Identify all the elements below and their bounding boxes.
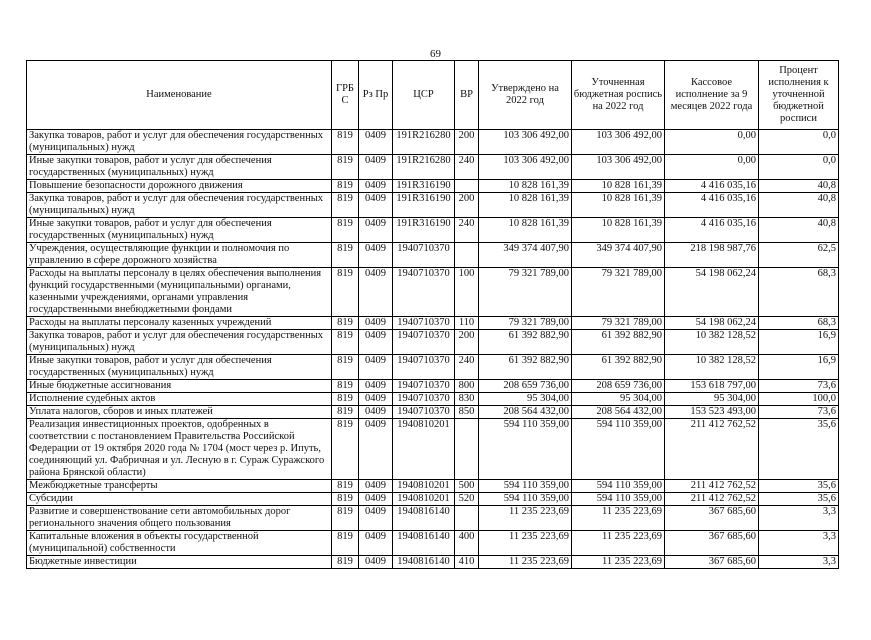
header-approved: Утверждено на 2022 год bbox=[479, 61, 572, 130]
table-row bbox=[27, 556, 839, 569]
row-approved: 103 306 492,00 bbox=[479, 155, 572, 180]
row-csr: 1940710370 bbox=[393, 330, 455, 355]
header-grbs: ГРБС bbox=[332, 61, 359, 130]
row-csr: 1940710370 bbox=[393, 317, 455, 330]
row-refined: 79 321 789,00 bbox=[572, 317, 665, 330]
row-rzpr: 0409 bbox=[359, 480, 393, 493]
row-percent: 40,8 bbox=[759, 218, 839, 243]
row-vr: 240 bbox=[455, 155, 479, 180]
row-grbs: 819 bbox=[332, 556, 359, 569]
row-percent: 3,3 bbox=[759, 506, 839, 531]
row-approved: 61 392 882,90 bbox=[479, 355, 572, 380]
row-approved: 594 110 359,00 bbox=[479, 493, 572, 506]
table-row bbox=[27, 218, 839, 243]
row-refined: 594 110 359,00 bbox=[572, 480, 665, 493]
row-percent: 0,0 bbox=[759, 130, 839, 155]
row-percent: 40,8 bbox=[759, 193, 839, 218]
row-cash: 54 198 062,24 bbox=[665, 317, 759, 330]
row-rzpr: 0409 bbox=[359, 180, 393, 193]
row-name: Расходы на выплаты персоналу казенных учреждений bbox=[27, 317, 332, 330]
row-rzpr: 0409 bbox=[359, 556, 393, 569]
row-percent: 100,0 bbox=[759, 393, 839, 406]
row-percent: 3,3 bbox=[759, 556, 839, 569]
row-grbs: 819 bbox=[332, 380, 359, 393]
row-csr: 1940710370 bbox=[393, 380, 455, 393]
row-name: Исполнение судебных актов bbox=[27, 393, 332, 406]
table-row bbox=[27, 419, 839, 480]
row-percent: 3,3 bbox=[759, 531, 839, 556]
row-csr: 1940810201 bbox=[393, 493, 455, 506]
row-percent: 40,8 bbox=[759, 180, 839, 193]
budget-table bbox=[26, 60, 839, 569]
row-grbs: 819 bbox=[332, 355, 359, 380]
row-approved: 103 306 492,00 bbox=[479, 130, 572, 155]
row-rzpr: 0409 bbox=[359, 419, 393, 480]
table-row bbox=[27, 393, 839, 406]
row-grbs: 819 bbox=[332, 155, 359, 180]
row-grbs: 819 bbox=[332, 419, 359, 480]
row-csr: 191R316190 bbox=[393, 180, 455, 193]
row-refined: 208 564 432,00 bbox=[572, 406, 665, 419]
row-vr bbox=[455, 506, 479, 531]
row-percent: 35,6 bbox=[759, 493, 839, 506]
row-vr: 100 bbox=[455, 268, 479, 317]
table-row bbox=[27, 506, 839, 531]
row-name: Учреждения, осуществляющие функции и полномочия по управлению в сфере дорожного хозяйства bbox=[27, 243, 332, 268]
table-row bbox=[27, 180, 839, 193]
row-grbs: 819 bbox=[332, 180, 359, 193]
row-approved: 79 321 789,00 bbox=[479, 268, 572, 317]
row-name: Капитальные вложения в объекты государственной (муниципальной) собственности bbox=[27, 531, 332, 556]
row-percent: 35,6 bbox=[759, 480, 839, 493]
table-row bbox=[27, 243, 839, 268]
row-csr: 1940710370 bbox=[393, 355, 455, 380]
row-cash: 153 618 797,00 bbox=[665, 380, 759, 393]
row-grbs: 819 bbox=[332, 268, 359, 317]
row-grbs: 819 bbox=[332, 130, 359, 155]
header-refined: Уточненная бюджетная роспись на 2022 год bbox=[572, 61, 665, 130]
row-rzpr: 0409 bbox=[359, 330, 393, 355]
table-row bbox=[27, 268, 839, 317]
row-cash: 4 416 035,16 bbox=[665, 218, 759, 243]
table-row bbox=[27, 193, 839, 218]
row-percent: 16,9 bbox=[759, 330, 839, 355]
row-cash: 367 685,60 bbox=[665, 506, 759, 531]
row-rzpr: 0409 bbox=[359, 393, 393, 406]
table-row bbox=[27, 355, 839, 380]
row-grbs: 819 bbox=[332, 218, 359, 243]
row-refined: 103 306 492,00 bbox=[572, 130, 665, 155]
row-grbs: 819 bbox=[332, 506, 359, 531]
row-grbs: 819 bbox=[332, 406, 359, 419]
row-approved: 11 235 223,69 bbox=[479, 506, 572, 531]
row-csr: 1940710370 bbox=[393, 393, 455, 406]
row-refined: 95 304,00 bbox=[572, 393, 665, 406]
row-refined: 10 828 161,39 bbox=[572, 180, 665, 193]
row-csr: 1940710370 bbox=[393, 406, 455, 419]
table-row bbox=[27, 406, 839, 419]
row-vr bbox=[455, 180, 479, 193]
table-row bbox=[27, 155, 839, 180]
row-name: Иные бюджетные ассигнования bbox=[27, 380, 332, 393]
row-rzpr: 0409 bbox=[359, 155, 393, 180]
row-vr: 800 bbox=[455, 380, 479, 393]
row-csr: 191R316190 bbox=[393, 218, 455, 243]
row-cash: 211 412 762,52 bbox=[665, 419, 759, 480]
row-csr: 191R216280 bbox=[393, 155, 455, 180]
row-vr: 410 bbox=[455, 556, 479, 569]
row-csr: 1940810201 bbox=[393, 480, 455, 493]
row-approved: 208 659 736,00 bbox=[479, 380, 572, 393]
row-approved: 11 235 223,69 bbox=[479, 531, 572, 556]
row-rzpr: 0409 bbox=[359, 531, 393, 556]
row-csr: 191R216280 bbox=[393, 130, 455, 155]
row-vr: 200 bbox=[455, 330, 479, 355]
table-row bbox=[27, 317, 839, 330]
row-rzpr: 0409 bbox=[359, 193, 393, 218]
row-percent: 73,6 bbox=[759, 380, 839, 393]
row-approved: 95 304,00 bbox=[479, 393, 572, 406]
row-name: Закупка товаров, работ и услуг для обеспечения государственных (муниципальных) нужд bbox=[27, 193, 332, 218]
row-refined: 103 306 492,00 bbox=[572, 155, 665, 180]
row-refined: 79 321 789,00 bbox=[572, 268, 665, 317]
row-vr: 500 bbox=[455, 480, 479, 493]
row-name: Развитие и совершенствование сети автомобильных дорог регионального значения общего пользования bbox=[27, 506, 332, 531]
row-name: Закупка товаров, работ и услуг для обеспечения государственных (муниципальных) нужд bbox=[27, 130, 332, 155]
row-csr: 1940816140 bbox=[393, 556, 455, 569]
row-name: Бюджетные инвестиции bbox=[27, 556, 332, 569]
row-vr: 200 bbox=[455, 193, 479, 218]
row-vr bbox=[455, 243, 479, 268]
row-csr: 1940810201 bbox=[393, 419, 455, 480]
table-row bbox=[27, 380, 839, 393]
row-rzpr: 0409 bbox=[359, 506, 393, 531]
row-vr: 850 bbox=[455, 406, 479, 419]
row-rzpr: 0409 bbox=[359, 380, 393, 393]
row-approved: 594 110 359,00 bbox=[479, 480, 572, 493]
row-refined: 61 392 882,90 bbox=[572, 355, 665, 380]
row-rzpr: 0409 bbox=[359, 268, 393, 317]
row-csr: 1940816140 bbox=[393, 531, 455, 556]
row-cash: 54 198 062,24 bbox=[665, 268, 759, 317]
row-csr: 1940710370 bbox=[393, 268, 455, 317]
row-cash: 0,00 bbox=[665, 130, 759, 155]
row-rzpr: 0409 bbox=[359, 243, 393, 268]
row-percent: 68,3 bbox=[759, 317, 839, 330]
row-cash: 10 382 128,52 bbox=[665, 330, 759, 355]
row-grbs: 819 bbox=[332, 531, 359, 556]
row-cash: 218 198 987,76 bbox=[665, 243, 759, 268]
row-vr: 240 bbox=[455, 218, 479, 243]
row-rzpr: 0409 bbox=[359, 130, 393, 155]
row-refined: 11 235 223,69 bbox=[572, 531, 665, 556]
row-name: Закупка товаров, работ и услуг для обеспечения государственных (муниципальных) нужд bbox=[27, 330, 332, 355]
table-row bbox=[27, 130, 839, 155]
row-grbs: 819 bbox=[332, 193, 359, 218]
row-cash: 0,00 bbox=[665, 155, 759, 180]
row-vr: 830 bbox=[455, 393, 479, 406]
row-refined: 349 374 407,90 bbox=[572, 243, 665, 268]
row-rzpr: 0409 bbox=[359, 355, 393, 380]
row-name: Уплата налогов, сборов и иных платежей bbox=[27, 406, 332, 419]
header-rzpr: Рз Пр bbox=[359, 61, 393, 130]
row-percent: 68,3 bbox=[759, 268, 839, 317]
row-grbs: 819 bbox=[332, 243, 359, 268]
row-name: Иные закупки товаров, работ и услуг для обеспечения государственных (муниципальных) нужд bbox=[27, 355, 332, 380]
row-grbs: 819 bbox=[332, 480, 359, 493]
row-rzpr: 0409 bbox=[359, 218, 393, 243]
row-cash: 95 304,00 bbox=[665, 393, 759, 406]
row-cash: 4 416 035,16 bbox=[665, 180, 759, 193]
row-rzpr: 0409 bbox=[359, 317, 393, 330]
row-refined: 11 235 223,69 bbox=[572, 506, 665, 531]
row-name: Субсидии bbox=[27, 493, 332, 506]
row-approved: 10 828 161,39 bbox=[479, 218, 572, 243]
row-refined: 11 235 223,69 bbox=[572, 556, 665, 569]
row-csr: 1940816140 bbox=[393, 506, 455, 531]
row-rzpr: 0409 bbox=[359, 406, 393, 419]
header-percent: Процент исполнения к уточненной бюджетной росписи bbox=[759, 61, 839, 130]
row-approved: 594 110 359,00 bbox=[479, 419, 572, 480]
row-vr bbox=[455, 419, 479, 480]
row-approved: 10 828 161,39 bbox=[479, 193, 572, 218]
row-grbs: 819 bbox=[332, 393, 359, 406]
row-refined: 594 110 359,00 bbox=[572, 493, 665, 506]
row-percent: 62,5 bbox=[759, 243, 839, 268]
row-vr: 400 bbox=[455, 531, 479, 556]
row-cash: 367 685,60 bbox=[665, 556, 759, 569]
table-row bbox=[27, 531, 839, 556]
row-rzpr: 0409 bbox=[359, 493, 393, 506]
header-csr: ЦСР bbox=[393, 61, 455, 130]
row-vr: 110 bbox=[455, 317, 479, 330]
row-grbs: 819 bbox=[332, 317, 359, 330]
row-grbs: 819 bbox=[332, 330, 359, 355]
row-approved: 10 828 161,39 bbox=[479, 180, 572, 193]
header-name: Наименование bbox=[27, 61, 332, 130]
row-approved: 208 564 432,00 bbox=[479, 406, 572, 419]
row-name: Повышение безопасности дорожного движения bbox=[27, 180, 332, 193]
row-cash: 211 412 762,52 bbox=[665, 480, 759, 493]
header-vr: ВР bbox=[455, 61, 479, 130]
page-number: 69 bbox=[430, 48, 441, 60]
row-refined: 594 110 359,00 bbox=[572, 419, 665, 480]
row-name: Иные закупки товаров, работ и услуг для обеспечения государственных (муниципальных) нужд bbox=[27, 155, 332, 180]
table-row bbox=[27, 330, 839, 355]
header-row bbox=[27, 61, 839, 130]
row-vr: 200 bbox=[455, 130, 479, 155]
table-row bbox=[27, 480, 839, 493]
row-name: Иные закупки товаров, работ и услуг для обеспечения государственных (муниципальных) нужд bbox=[27, 218, 332, 243]
row-refined: 61 392 882,90 bbox=[572, 330, 665, 355]
row-name: Межбюджетные трансферты bbox=[27, 480, 332, 493]
row-cash: 4 416 035,16 bbox=[665, 193, 759, 218]
row-percent: 16,9 bbox=[759, 355, 839, 380]
table-row bbox=[27, 493, 839, 506]
row-cash: 367 685,60 bbox=[665, 531, 759, 556]
row-cash: 211 412 762,52 bbox=[665, 493, 759, 506]
row-name: Расходы на выплаты персоналу в целях обеспечения выполнения функций государственными (муниципальными) органами, казенными учреждениями, органами управления государственными внебюджетными фондами bbox=[27, 268, 332, 317]
row-refined: 10 828 161,39 bbox=[572, 218, 665, 243]
row-percent: 35,6 bbox=[759, 419, 839, 480]
row-csr: 1940710370 bbox=[393, 243, 455, 268]
row-percent: 0,0 bbox=[759, 155, 839, 180]
row-approved: 61 392 882,90 bbox=[479, 330, 572, 355]
row-refined: 10 828 161,39 bbox=[572, 193, 665, 218]
row-approved: 79 321 789,00 bbox=[479, 317, 572, 330]
row-csr: 191R316190 bbox=[393, 193, 455, 218]
row-approved: 11 235 223,69 bbox=[479, 556, 572, 569]
row-cash: 10 382 128,52 bbox=[665, 355, 759, 380]
header-cash: Кассовое исполнение за 9 месяцев 2022 года bbox=[665, 61, 759, 130]
row-percent: 73,6 bbox=[759, 406, 839, 419]
row-vr: 240 bbox=[455, 355, 479, 380]
row-vr: 520 bbox=[455, 493, 479, 506]
row-cash: 153 523 493,00 bbox=[665, 406, 759, 419]
row-approved: 349 374 407,90 bbox=[479, 243, 572, 268]
row-grbs: 819 bbox=[332, 493, 359, 506]
row-name: Реализация инвестиционных проектов, одобренных в соответствии с постановлением Правительства Российской Федерации от 19 октября 2020 года № 1704 (мост через р. Ипуть, соединяющий ул. Фабричная и ул. Лесную в г. Сураж Суражского района Брянской области) bbox=[27, 419, 332, 480]
row-refined: 208 659 736,00 bbox=[572, 380, 665, 393]
